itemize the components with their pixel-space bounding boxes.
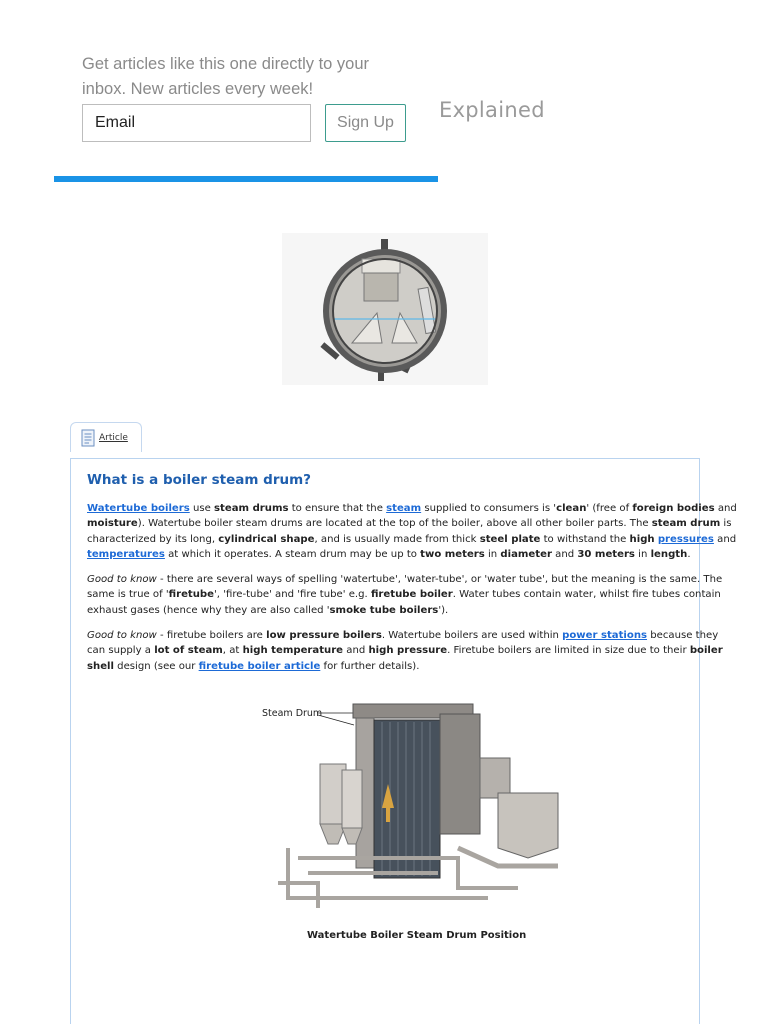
text-run: because they can supply a bbox=[87, 630, 719, 657]
blue-divider-bar bbox=[54, 176, 438, 182]
link-pressures[interactable]: pressures bbox=[657, 533, 714, 545]
bold-firetube-boiler: firetube boiler bbox=[370, 589, 453, 601]
watertube-boiler-diagram-image bbox=[258, 698, 568, 916]
figure-caption: Watertube Boiler Steam Drum Position bbox=[307, 930, 527, 941]
bold-diameter: diameter bbox=[500, 548, 552, 560]
text-run: supplied to consumers is ' bbox=[421, 503, 557, 514]
text-run: and bbox=[714, 503, 737, 514]
bold-steel-plate: steel plate bbox=[479, 533, 541, 545]
text-run: - firetube boilers are bbox=[156, 630, 267, 641]
newsletter-signup-text: Get articles like this one directly to your inbox. New articles every week! bbox=[82, 55, 370, 98]
bold-length: length bbox=[650, 548, 688, 560]
article-title: What is a boiler steam drum? bbox=[87, 472, 311, 488]
steam-drum-callout-label: Steam Drum bbox=[262, 708, 323, 719]
text-run: for further details). bbox=[320, 660, 420, 672]
link-power-stations[interactable]: power stations bbox=[562, 630, 648, 641]
bold-low-pressure-boilers: low pressure boilers bbox=[266, 630, 382, 641]
text-run: and bbox=[343, 645, 369, 657]
text-run: ', 'fire-tube' and 'fire tube' e.g. bbox=[214, 589, 371, 601]
bold-smoke-tube-boilers: smoke tube boilers bbox=[329, 604, 439, 616]
bold-clean: clean bbox=[556, 503, 587, 514]
bold-lot-of-steam: lot of steam bbox=[154, 645, 223, 657]
bold-steam-drums: steam drums bbox=[214, 503, 289, 514]
bold-steam-drum: steam drum bbox=[651, 518, 721, 530]
text-run: '). bbox=[438, 604, 449, 616]
bold-high-pressure: high pressure bbox=[368, 645, 448, 657]
text-run: . bbox=[687, 548, 691, 560]
link-temperatures[interactable]: temperatures bbox=[87, 548, 165, 560]
article-paragraph-1 bbox=[87, 501, 737, 562]
text-run: and bbox=[551, 548, 578, 560]
document-icon bbox=[81, 429, 95, 447]
article-paragraph-2 bbox=[87, 572, 737, 618]
bold-30-meters: 30 meters bbox=[577, 548, 635, 560]
bold-firetube: firetube bbox=[168, 589, 214, 601]
text-run: . Firetube boilers are limited in size due to their bbox=[447, 645, 690, 657]
text-run: is characterized by its long, bbox=[87, 518, 732, 545]
italic-good-to-know: Good to know bbox=[87, 574, 157, 585]
text-run: in bbox=[484, 548, 501, 560]
text-run: , at bbox=[222, 645, 243, 657]
article-paragraph-3 bbox=[87, 628, 737, 674]
bold-cylindrical-shape: cylindrical shape bbox=[218, 533, 315, 545]
bold-moisture: moisture bbox=[87, 518, 138, 530]
sign-up-button[interactable]: Sign Up bbox=[325, 104, 406, 142]
email-input[interactable] bbox=[82, 104, 311, 142]
explained-heading: Explained bbox=[439, 98, 545, 122]
text-run: to ensure that the bbox=[288, 503, 387, 514]
bold-foreign-bodies: foreign bodies bbox=[632, 503, 715, 514]
text-run: ). Watertube boiler steam drums are located at the top of the boiler, above all other boiler parts. The bbox=[137, 518, 652, 530]
steam-drum-cross-section-image bbox=[282, 233, 488, 385]
tab-article[interactable] bbox=[70, 422, 142, 452]
link-steam[interactable]: steam bbox=[386, 503, 422, 514]
text-run: to withstand the bbox=[540, 533, 630, 545]
bold-two-meters: two meters bbox=[420, 548, 485, 560]
link-firetube-boiler-article[interactable]: firetube boiler article bbox=[198, 660, 321, 672]
text-run: , and is usually made from thick bbox=[314, 533, 480, 545]
tab-article-label: Article bbox=[99, 432, 128, 443]
text-run: . Watertube boilers are used within bbox=[381, 630, 563, 641]
text-run: - there are several ways of spelling 'watertube', 'water-tube', or 'water tube', but the meaning is the same. The same is true of ' bbox=[87, 574, 723, 601]
text-run: . Water tubes contain water, whilst fire tubes contain exhaust gases (hence why they are also called ' bbox=[87, 589, 721, 616]
text-run: and bbox=[713, 533, 737, 545]
bold-high: high bbox=[629, 533, 655, 545]
link-watertube-boilers[interactable]: Watertube boilers bbox=[87, 503, 190, 514]
text-run: at which it operates. A steam drum may be up to bbox=[164, 548, 421, 560]
text-run: ' (free of bbox=[586, 503, 633, 514]
bold-boiler-shell: boiler shell bbox=[87, 645, 723, 672]
text-run: use bbox=[189, 503, 215, 514]
text-run: design (see our bbox=[113, 660, 199, 672]
italic-good-to-know: Good to know bbox=[87, 630, 157, 641]
text-run: in bbox=[634, 548, 651, 560]
bold-high-temperature: high temperature bbox=[242, 645, 344, 657]
